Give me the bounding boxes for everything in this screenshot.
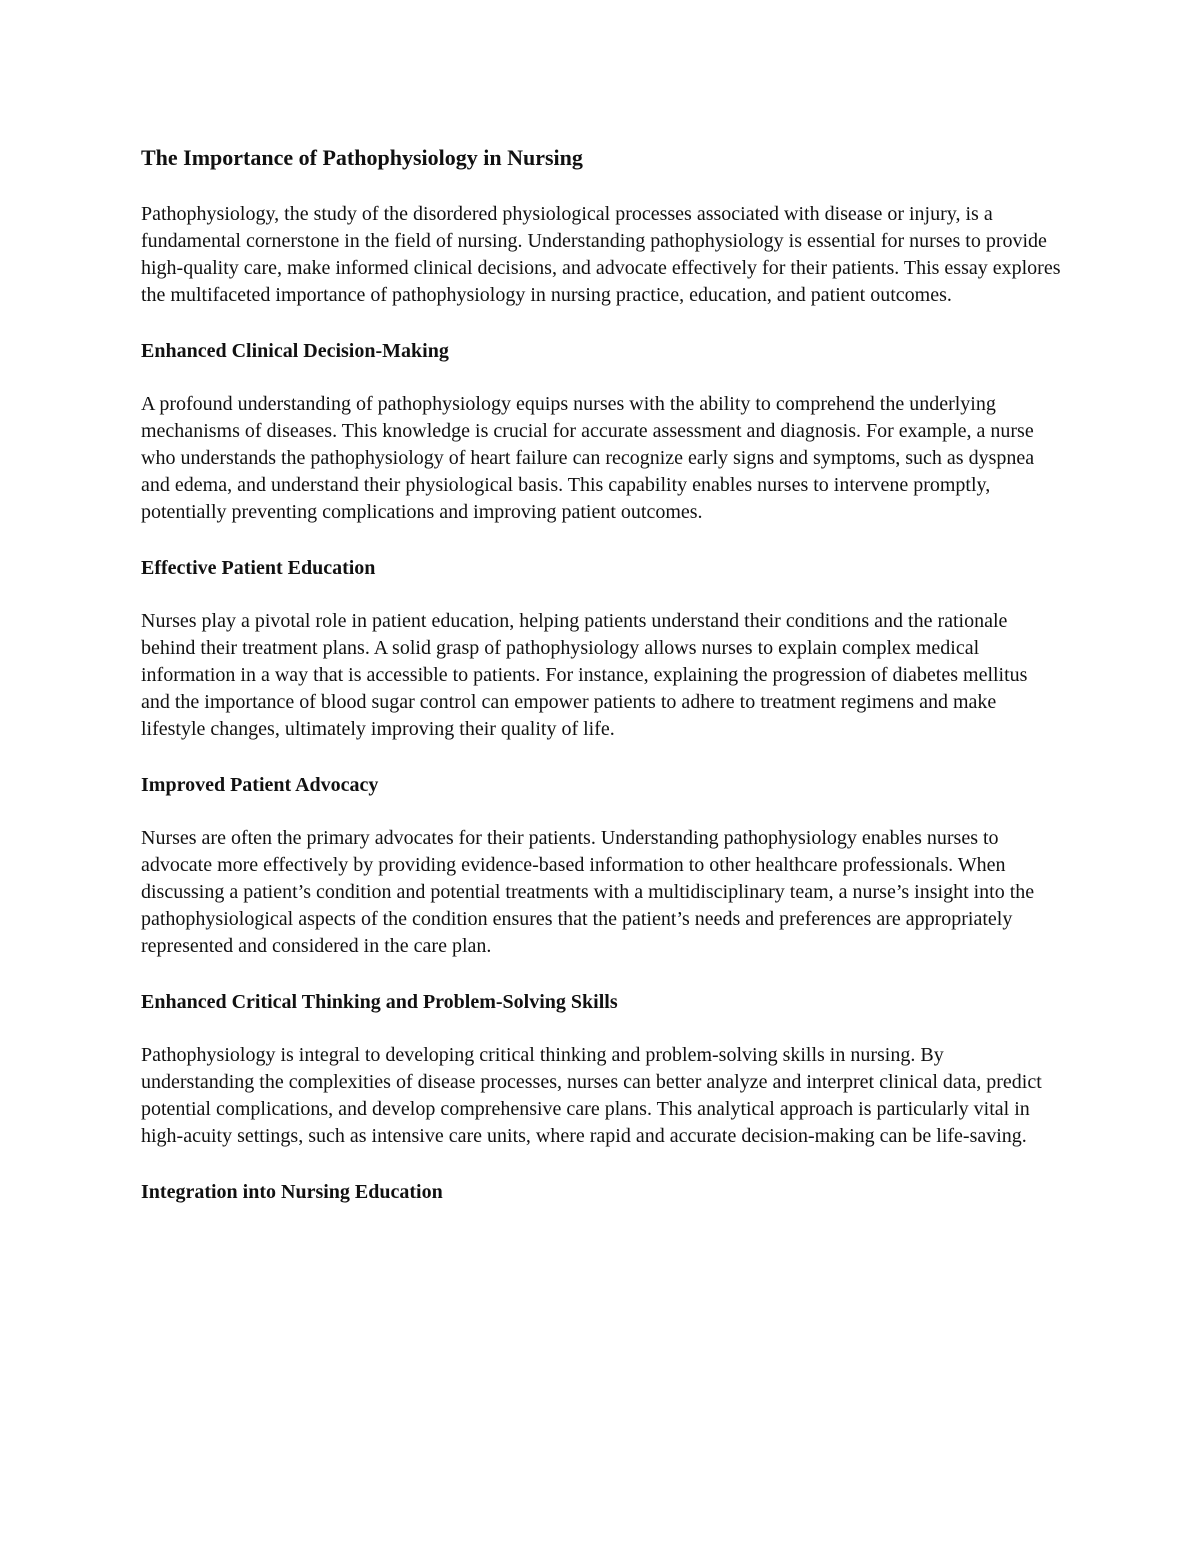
section-heading-clinical-decision: Enhanced Clinical Decision-Making: [141, 340, 449, 362]
section-heading-nursing-education: Integration into Nursing Education: [141, 1181, 443, 1203]
intro-paragraph: Pathophysiology, the study of the disordered physiological processes associated with disease or injury, is a fundamental cornerstone in the field of nursing. Understanding pathophysiology is essential for nurses to provide high-quality care, make informed clinical decisions, and advocate effectively for their patients. This essay explores the multifaceted importance of pathophysiology in nursing practice, education, and patient outcomes.: [141, 203, 1061, 306]
section-body-clinical-decision: A profound understanding of pathophysiology equips nurses with the ability to comprehend the underlying mechanisms of diseases. This knowledge is crucial for accurate assessment and diagnosis. For example, a nurse who understands the pathophysiology of heart failure can recognize early signs and symptoms, such as dyspnea and edema, and understand their physiological basis. This capability enables nurses to intervene promptly, potentially preventing complications and improving patient outcomes.: [141, 393, 1035, 523]
section-body-patient-advocacy: Nurses are often the primary advocates for their patients. Understanding pathophysiology enables nurses to advocate more effectively by providing evidence-based information to other healthcare professionals. When discussing a patient’s condition and potential treatments with a multidisciplinary team, a nurse’s insight into the pathophysiological aspects of the condition ensures that the patient’s needs and preferences are appropriately represented and considered in the care plan.: [141, 827, 1035, 957]
section-body-critical-thinking: Pathophysiology is integral to developing critical thinking and problem-solving skills in nursing. By understanding the complexities of disease processes, nurses can better analyze and interpret clinical data, predict potential complications, and develop comprehensive care plans. This analytical approach is particularly vital in high-acuity settings, such as intensive care units, where rapid and accurate decision-making can be life-saving.: [141, 1044, 1042, 1147]
section-heading-critical-thinking: Enhanced Critical Thinking and Problem-Solving Skills: [141, 991, 618, 1013]
document-title: The Importance of Pathophysiology in Nursing: [141, 145, 583, 170]
section-body-patient-education: Nurses play a pivotal role in patient education, helping patients understand their conditions and the rationale behind their treatment plans. A solid grasp of pathophysiology allows nurses to explain complex medical information in a way that is accessible to patients. For instance, explaining the progression of diabetes mellitus and the importance of blood sugar control can empower patients to adhere to treatment regimens and make lifestyle changes, ultimately improving their quality of life.: [141, 610, 1028, 740]
section-heading-patient-advocacy: Improved Patient Advocacy: [141, 774, 379, 796]
document-page: [141, 143, 1061, 1232]
section-heading-patient-education: Effective Patient Education: [141, 557, 376, 579]
